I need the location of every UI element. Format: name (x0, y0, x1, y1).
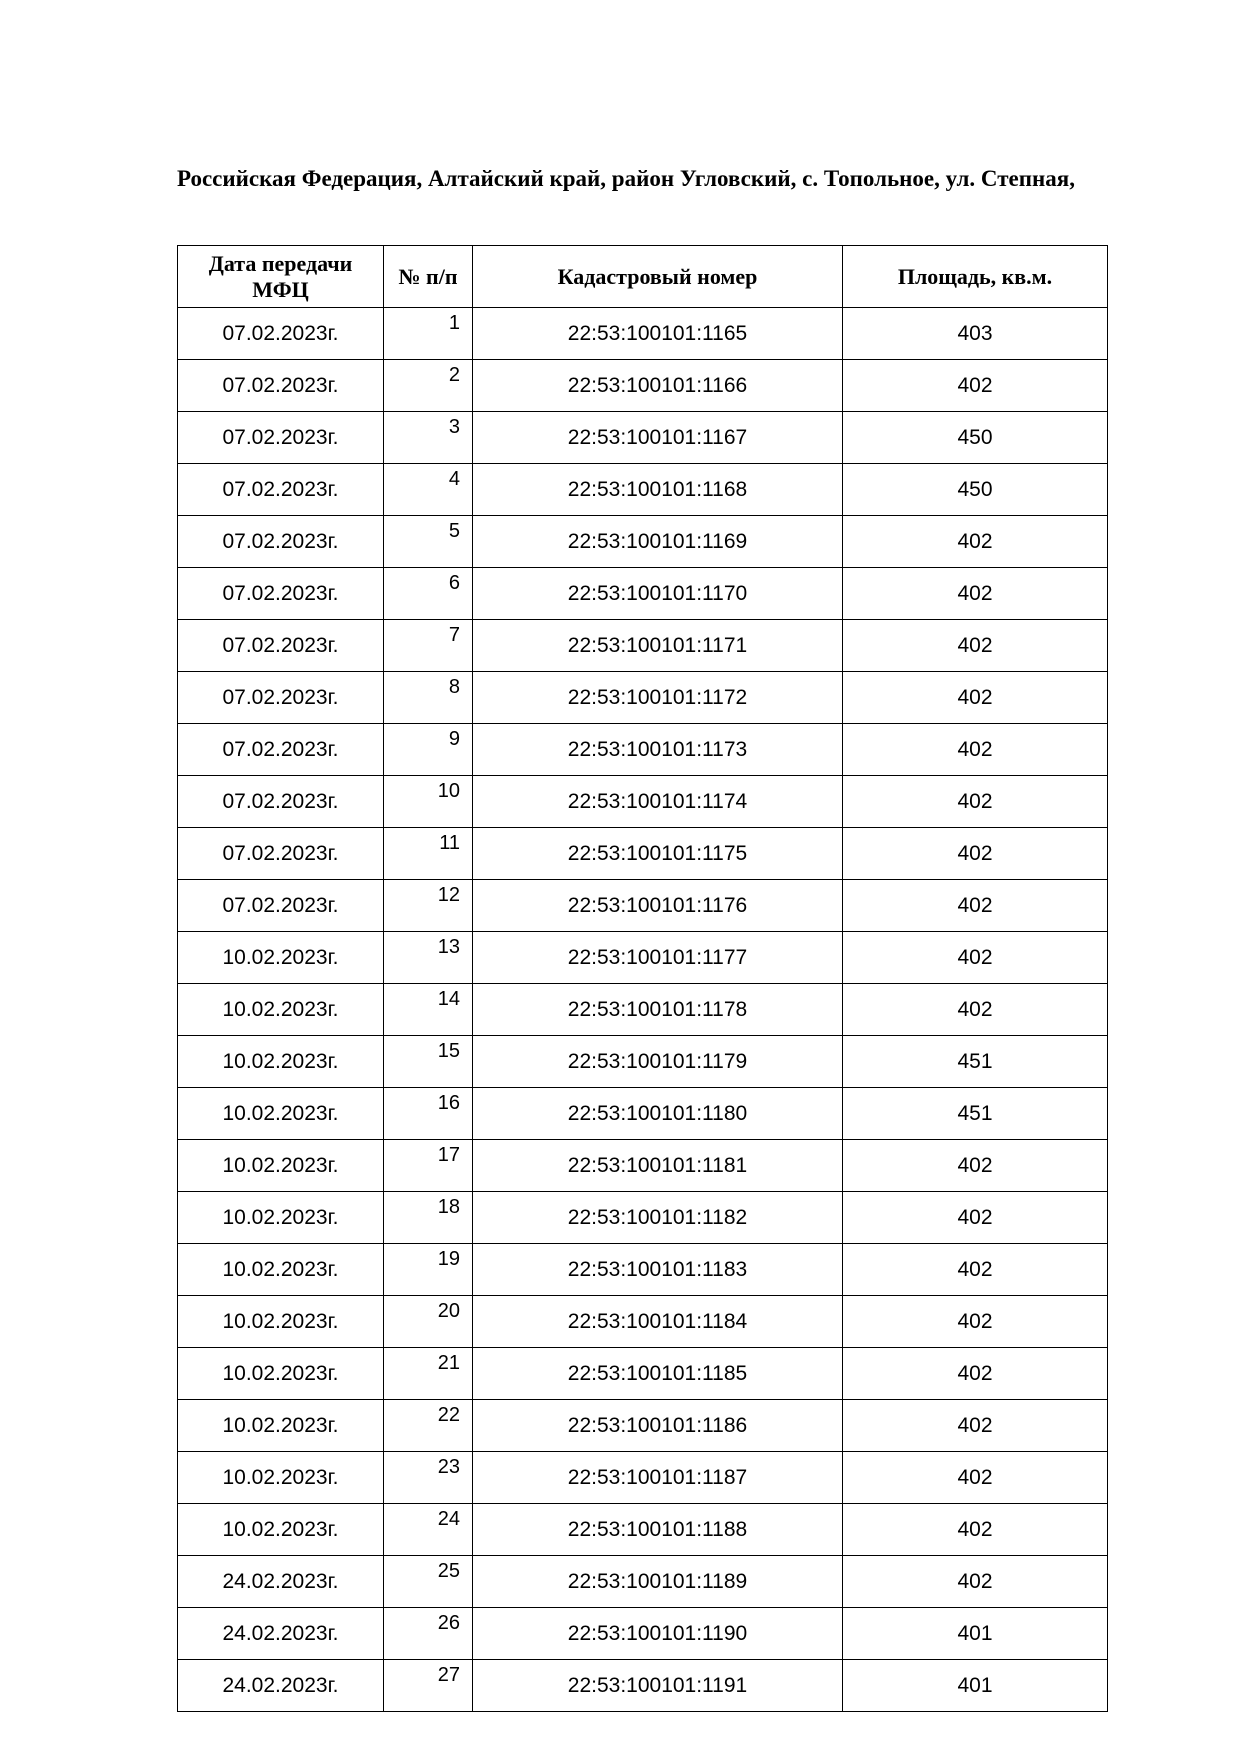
cell-area: 401 (843, 1608, 1108, 1660)
cell-date: 10.02.2023г. (178, 1400, 384, 1452)
cell-cadastral: 22:53:100101:1171 (473, 620, 843, 672)
cell-number: 12 (384, 880, 473, 932)
table-row (178, 932, 1108, 984)
header-area: Площадь, кв.м. (843, 246, 1108, 308)
cell-cadastral: 22:53:100101:1189 (473, 1556, 843, 1608)
cell-cadastral: 22:53:100101:1190 (473, 1608, 843, 1660)
cell-number: 1 (384, 308, 473, 360)
cell-cadastral: 22:53:100101:1187 (473, 1452, 843, 1504)
cell-number: 2 (384, 360, 473, 412)
cell-number: 26 (384, 1608, 473, 1660)
cell-cadastral: 22:53:100101:1178 (473, 984, 843, 1036)
cell-area: 402 (843, 360, 1108, 412)
table-row (178, 672, 1108, 724)
cell-date: 10.02.2023г. (178, 1140, 384, 1192)
cell-cadastral: 22:53:100101:1176 (473, 880, 843, 932)
header-number: № п/п (384, 246, 473, 308)
cell-number: 23 (384, 1452, 473, 1504)
cell-area: 451 (843, 1036, 1108, 1088)
cell-area: 402 (843, 1192, 1108, 1244)
cell-date: 07.02.2023г. (178, 568, 384, 620)
cell-date: 10.02.2023г. (178, 1348, 384, 1400)
table-row (178, 1660, 1108, 1712)
cell-date: 07.02.2023г. (178, 412, 384, 464)
cell-area: 402 (843, 724, 1108, 776)
cell-number: 21 (384, 1348, 473, 1400)
cell-date: 07.02.2023г. (178, 724, 384, 776)
cell-cadastral: 22:53:100101:1191 (473, 1660, 843, 1712)
table-row (178, 568, 1108, 620)
table-row (178, 412, 1108, 464)
cell-area: 402 (843, 1400, 1108, 1452)
table-row (178, 1608, 1108, 1660)
cell-date: 10.02.2023г. (178, 1088, 384, 1140)
cell-area: 402 (843, 1348, 1108, 1400)
cell-number: 17 (384, 1140, 473, 1192)
table-row (178, 1504, 1108, 1556)
table-row (178, 724, 1108, 776)
cell-area: 402 (843, 516, 1108, 568)
cell-cadastral: 22:53:100101:1185 (473, 1348, 843, 1400)
cell-number: 3 (384, 412, 473, 464)
cell-date: 07.02.2023г. (178, 776, 384, 828)
table-row (178, 1556, 1108, 1608)
table-row (178, 1140, 1108, 1192)
cell-date: 24.02.2023г. (178, 1608, 384, 1660)
cell-area: 402 (843, 1556, 1108, 1608)
cell-date: 10.02.2023г. (178, 1296, 384, 1348)
cell-date: 24.02.2023г. (178, 1556, 384, 1608)
cadastral-table (177, 245, 1108, 1712)
cell-date: 10.02.2023г. (178, 1244, 384, 1296)
cell-cadastral: 22:53:100101:1180 (473, 1088, 843, 1140)
cell-number: 22 (384, 1400, 473, 1452)
cell-date: 07.02.2023г. (178, 464, 384, 516)
cell-date: 07.02.2023г. (178, 828, 384, 880)
cell-date: 07.02.2023г. (178, 360, 384, 412)
cell-date: 07.02.2023г. (178, 880, 384, 932)
cell-area: 450 (843, 464, 1108, 516)
table-body (178, 308, 1108, 1712)
cell-cadastral: 22:53:100101:1186 (473, 1400, 843, 1452)
cell-number: 11 (384, 828, 473, 880)
cell-number: 6 (384, 568, 473, 620)
cell-cadastral: 22:53:100101:1167 (473, 412, 843, 464)
cell-number: 4 (384, 464, 473, 516)
cell-area: 402 (843, 880, 1108, 932)
header-cadastral: Кадастровый номер (473, 246, 843, 308)
table-row (178, 516, 1108, 568)
cell-area: 450 (843, 412, 1108, 464)
cell-area: 402 (843, 568, 1108, 620)
table-row (178, 1244, 1108, 1296)
cell-number: 16 (384, 1088, 473, 1140)
cell-area: 451 (843, 1088, 1108, 1140)
cell-cadastral: 22:53:100101:1175 (473, 828, 843, 880)
cell-cadastral: 22:53:100101:1177 (473, 932, 843, 984)
cell-cadastral: 22:53:100101:1173 (473, 724, 843, 776)
table-row (178, 1036, 1108, 1088)
header-row (178, 246, 1108, 308)
table-row (178, 308, 1108, 360)
cell-number: 19 (384, 1244, 473, 1296)
cell-date: 10.02.2023г. (178, 1452, 384, 1504)
cell-number: 15 (384, 1036, 473, 1088)
cell-cadastral: 22:53:100101:1170 (473, 568, 843, 620)
table-row (178, 1452, 1108, 1504)
cell-cadastral: 22:53:100101:1188 (473, 1504, 843, 1556)
cell-number: 5 (384, 516, 473, 568)
cell-cadastral: 22:53:100101:1169 (473, 516, 843, 568)
document-heading: Российская Федерация, Алтайский край, район Угловский, с. Топольное, ул. Степная, (177, 166, 1075, 191)
cell-number: 9 (384, 724, 473, 776)
cell-area: 402 (843, 776, 1108, 828)
cell-area: 402 (843, 1504, 1108, 1556)
table-row (178, 1088, 1108, 1140)
cell-number: 24 (384, 1504, 473, 1556)
table-row (178, 464, 1108, 516)
cell-date: 10.02.2023г. (178, 1192, 384, 1244)
cell-date: 07.02.2023г. (178, 308, 384, 360)
cell-number: 13 (384, 932, 473, 984)
cell-cadastral: 22:53:100101:1183 (473, 1244, 843, 1296)
cell-cadastral: 22:53:100101:1166 (473, 360, 843, 412)
cell-area: 402 (843, 1140, 1108, 1192)
table-row (178, 984, 1108, 1036)
cell-area: 402 (843, 828, 1108, 880)
cell-area: 402 (843, 984, 1108, 1036)
cell-number: 8 (384, 672, 473, 724)
cell-area: 401 (843, 1660, 1108, 1712)
table-row (178, 360, 1108, 412)
cell-date: 07.02.2023г. (178, 516, 384, 568)
cell-date: 10.02.2023г. (178, 1036, 384, 1088)
cell-number: 27 (384, 1660, 473, 1712)
cell-number: 25 (384, 1556, 473, 1608)
table-row (178, 828, 1108, 880)
table-row (178, 1400, 1108, 1452)
cell-number: 20 (384, 1296, 473, 1348)
header-date: Дата передачи МФЦ (178, 246, 384, 308)
table-row (178, 1192, 1108, 1244)
table-row (178, 776, 1108, 828)
table-header (178, 246, 1108, 308)
table-row (178, 880, 1108, 932)
cell-cadastral: 22:53:100101:1172 (473, 672, 843, 724)
cell-date: 24.02.2023г. (178, 1660, 384, 1712)
cell-date: 07.02.2023г. (178, 620, 384, 672)
cell-date: 10.02.2023г. (178, 1504, 384, 1556)
cell-number: 7 (384, 620, 473, 672)
cell-cadastral: 22:53:100101:1181 (473, 1140, 843, 1192)
cell-area: 403 (843, 308, 1108, 360)
cell-number: 18 (384, 1192, 473, 1244)
cell-number: 10 (384, 776, 473, 828)
cell-cadastral: 22:53:100101:1174 (473, 776, 843, 828)
cell-area: 402 (843, 620, 1108, 672)
table-row (178, 1296, 1108, 1348)
table-row (178, 620, 1108, 672)
cell-area: 402 (843, 1296, 1108, 1348)
cell-cadastral: 22:53:100101:1179 (473, 1036, 843, 1088)
cell-area: 402 (843, 932, 1108, 984)
cell-area: 402 (843, 1244, 1108, 1296)
cell-number: 14 (384, 984, 473, 1036)
cell-date: 10.02.2023г. (178, 932, 384, 984)
cell-cadastral: 22:53:100101:1168 (473, 464, 843, 516)
cell-cadastral: 22:53:100101:1165 (473, 308, 843, 360)
cell-cadastral: 22:53:100101:1184 (473, 1296, 843, 1348)
cell-area: 402 (843, 1452, 1108, 1504)
cell-date: 10.02.2023г. (178, 984, 384, 1036)
cell-area: 402 (843, 672, 1108, 724)
cell-date: 07.02.2023г. (178, 672, 384, 724)
cell-cadastral: 22:53:100101:1182 (473, 1192, 843, 1244)
table-row (178, 1348, 1108, 1400)
